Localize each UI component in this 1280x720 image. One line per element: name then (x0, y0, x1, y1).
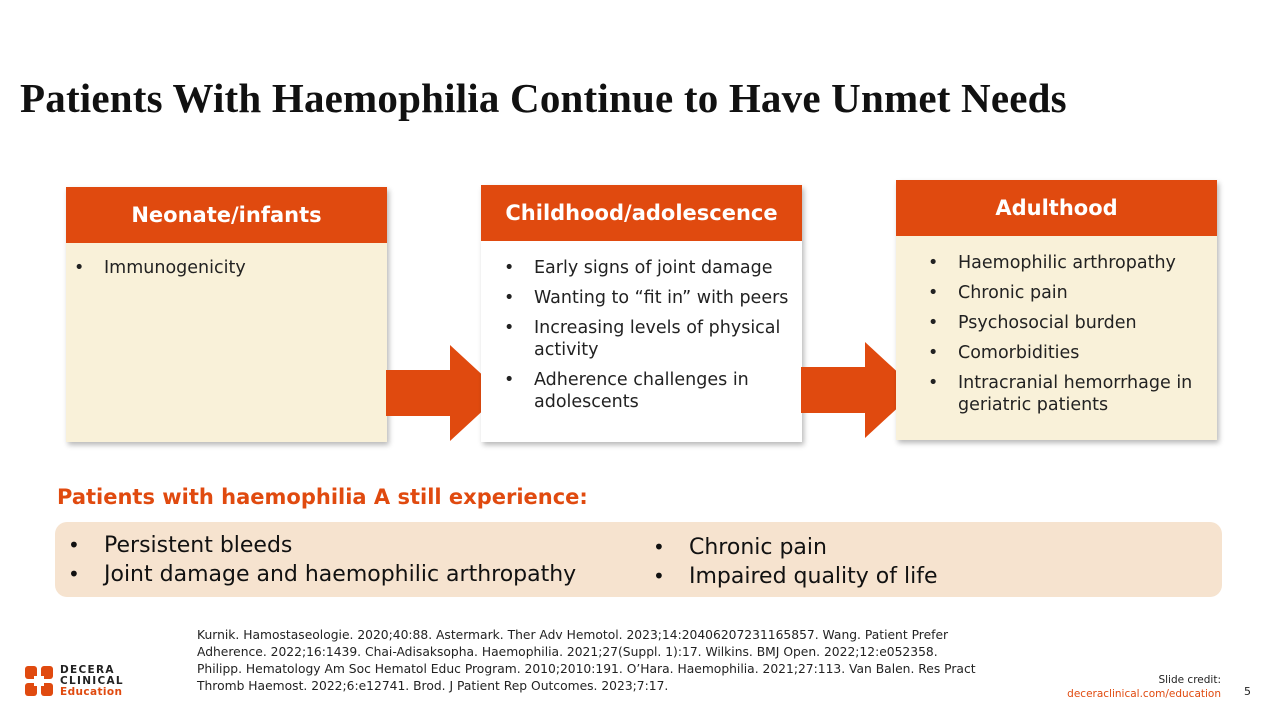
list-item: • Impaired quality of life (689, 562, 938, 591)
page-number: 5 (1244, 685, 1251, 698)
experience-band (55, 522, 1222, 597)
logo-text (60, 665, 124, 698)
list-item: • Wanting to “fit in” with peers (534, 287, 796, 309)
stage-card-adulthood (896, 180, 1217, 440)
stage-card-childhood (481, 185, 802, 442)
experience-list-left (104, 531, 576, 589)
list-item: • Adherence challenges in adolescents (534, 369, 796, 413)
list-item: • Persistent bleeds (104, 531, 576, 560)
slide-credit (1067, 673, 1221, 701)
logo-line: Education (60, 686, 123, 698)
stage-list (104, 257, 387, 279)
stage-card-neonate (66, 187, 387, 442)
experience-heading: Patients with haemophilia A still experience: (57, 485, 588, 509)
list-item: • Haemophilic arthropathy (958, 252, 1211, 274)
slide-credit-label: Slide credit: (1158, 674, 1221, 686)
stage-heading: Childhood/adolescence (481, 185, 802, 241)
slide-title: Patients With Haemophilia Continue to Have Unmet Needs (20, 75, 1067, 121)
stage-heading: Adulthood (896, 180, 1217, 236)
list-item: • Joint damage and haemophilic arthropathy (104, 560, 576, 589)
list-item: • Comorbidities (958, 342, 1211, 364)
slide-credit-link[interactable]: deceraclinical.com/education (1067, 688, 1221, 700)
list-item: • Intracranial hemorrhage in geriatric patients (958, 372, 1211, 416)
list-item: • Psychosocial burden (958, 312, 1211, 334)
list-item: • Chronic pain (958, 282, 1211, 304)
stage-heading: Neonate/infants (66, 187, 387, 243)
decera-logo (25, 665, 135, 699)
stage-list (958, 252, 1211, 416)
list-item: • Chronic pain (689, 533, 938, 562)
experience-list-right (689, 533, 938, 591)
decera-logo-icon (25, 666, 53, 696)
list-item: • Increasing levels of physical activity (534, 317, 796, 361)
logo-line: DECERA (60, 664, 115, 676)
logo-line: CLINICAL (60, 675, 124, 687)
stage-list (534, 257, 796, 413)
list-item: • Immunogenicity (104, 257, 387, 279)
list-item: • Early signs of joint damage (534, 257, 796, 279)
references: Kurnik. Hamostaseologie. 2020;40:88. Astermark. Ther Adv Hemotol. 2023;14:20406207231165857. Wang. Patient Prefer Adherence. 2022;16:1439. Chai-Adisaksopha. Haemophilia. 2021;27(Suppl. 1):17. Wilkins. BMJ Open. 2022;12:e052358. Philipp. Hematology Am Soc Hematol Educ Program. 2010;2010:191. O’Hara. Haemophilia. 2021;27:113. Van Balen. Res Pract Thromb Haemost. 2022;6:e12741. Brod. J Patient Rep Outcomes. 2023;7:17. (197, 628, 976, 693)
